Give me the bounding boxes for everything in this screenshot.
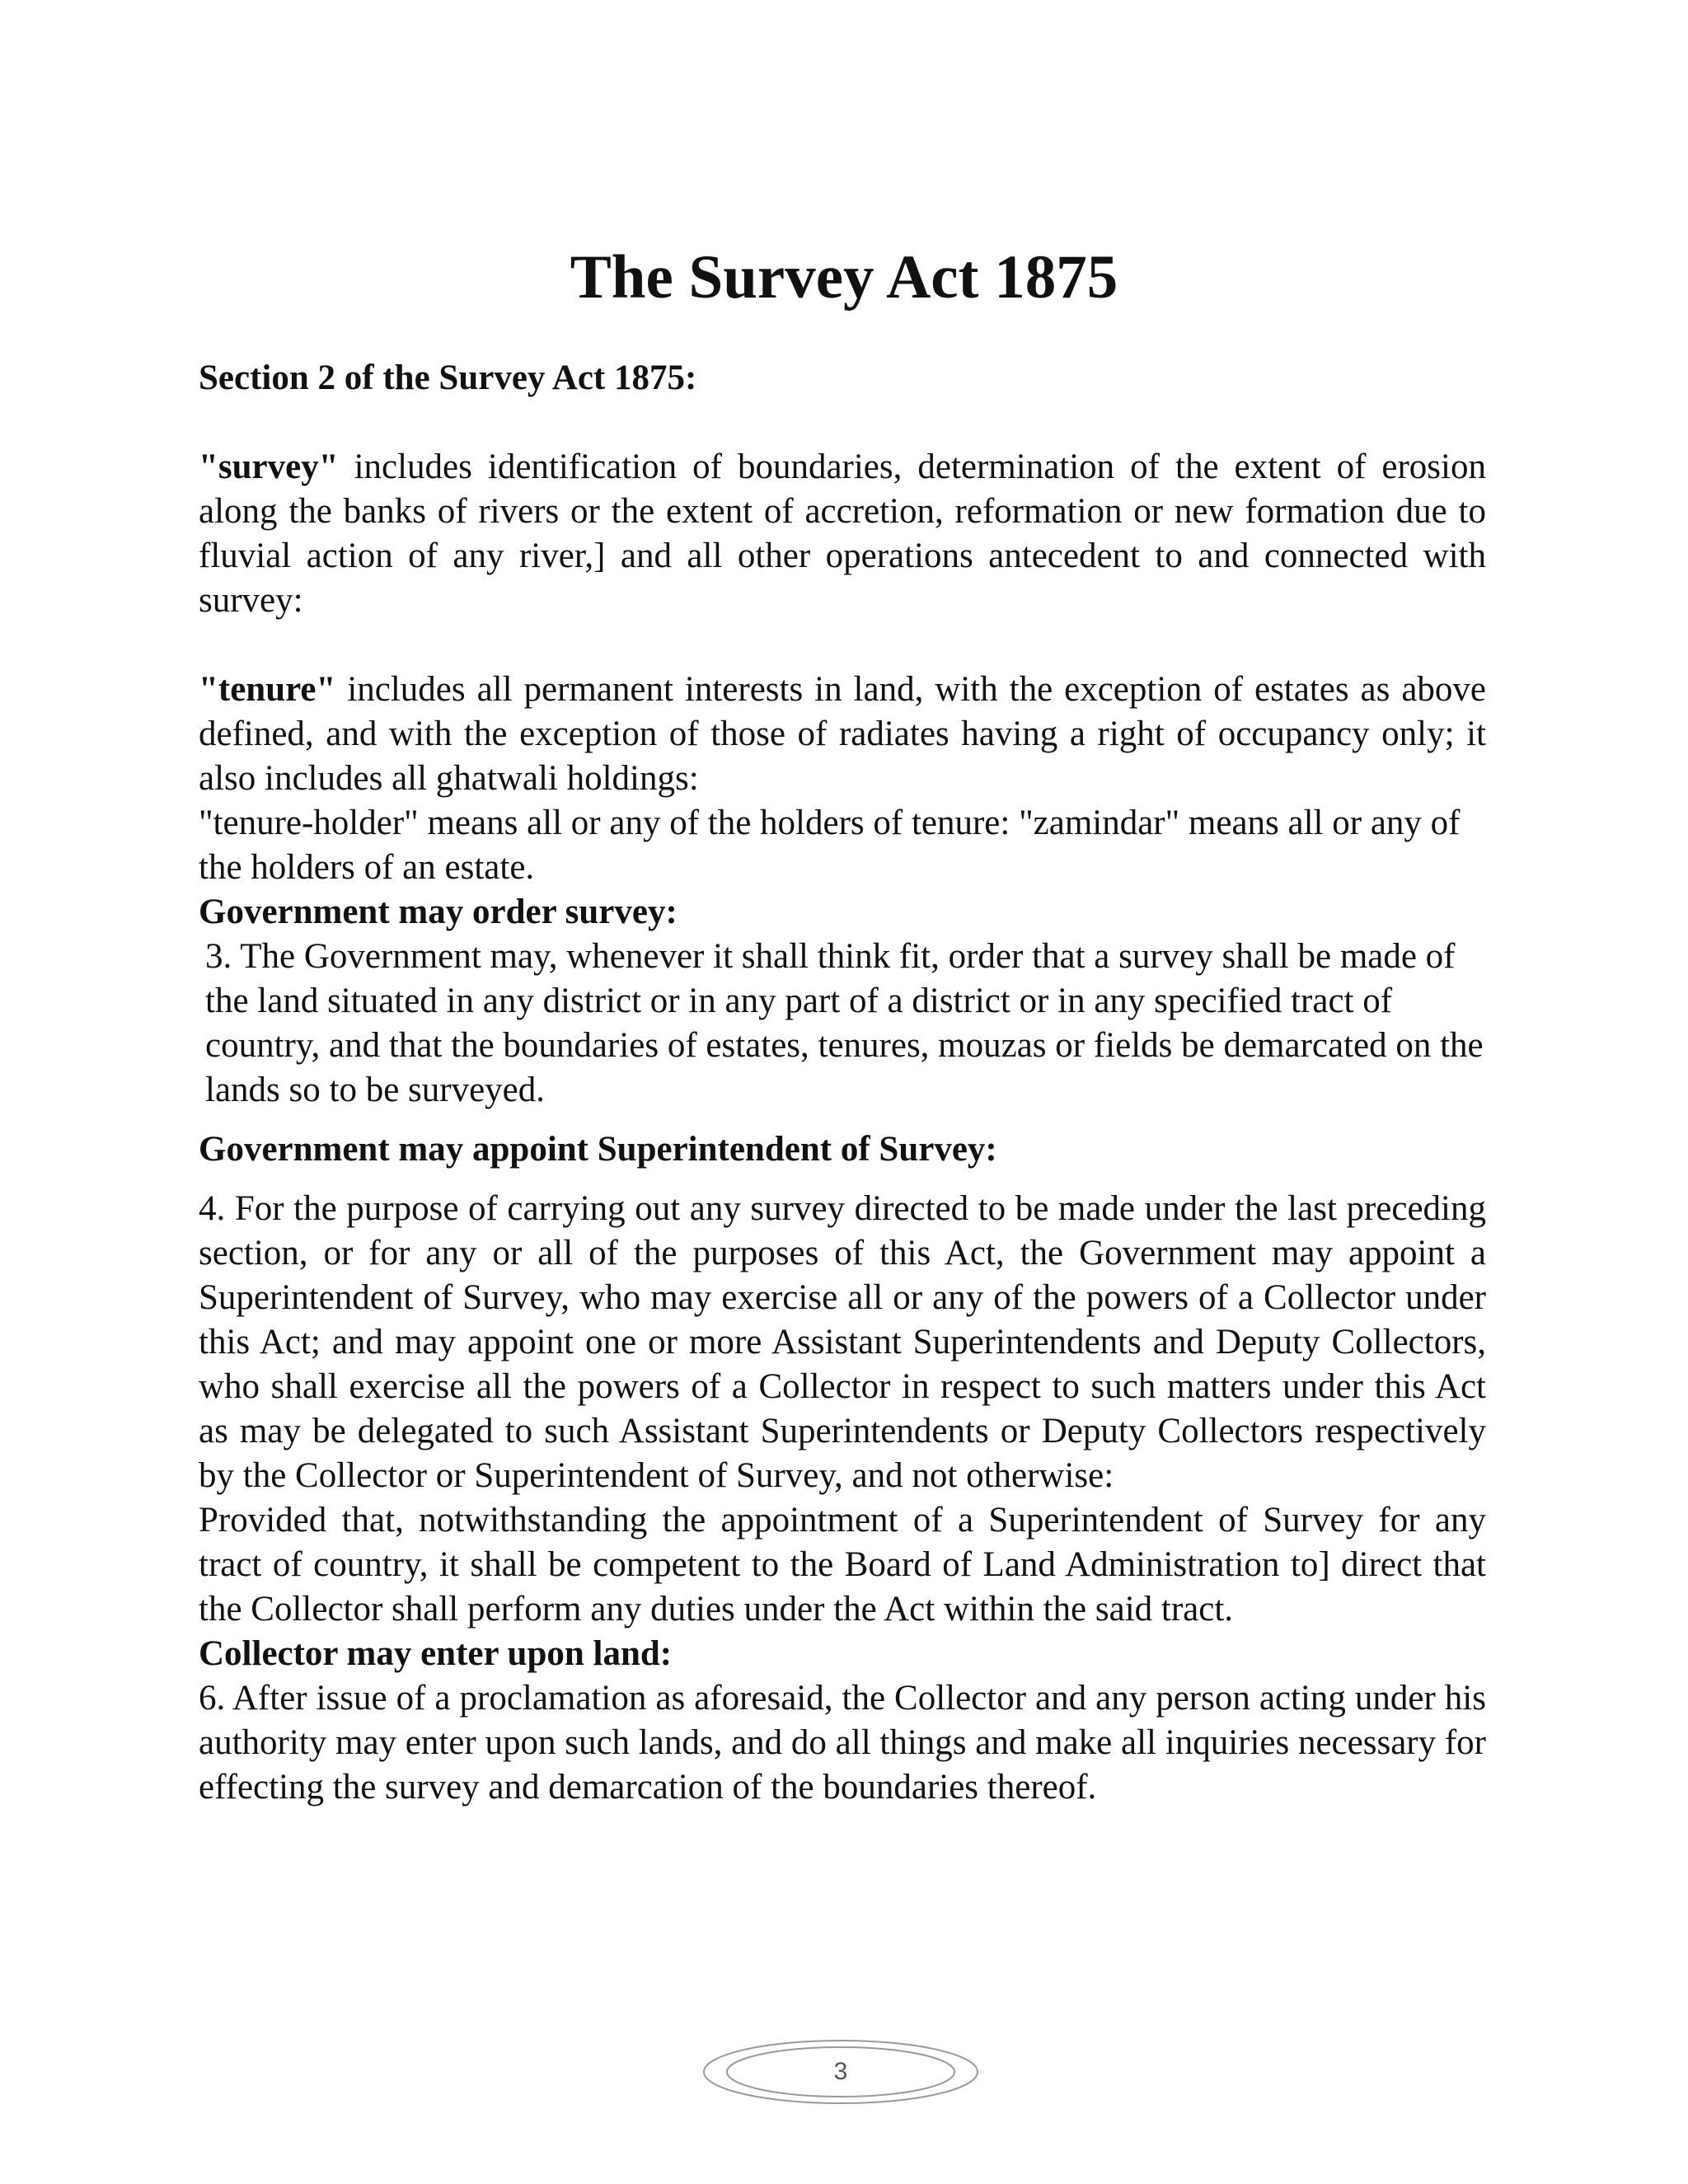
- definition-text-tenure: includes all permanent interests in land, with the exception of estates as above defined, and with the exception of those of radiates having a right of occupancy only; it also includes all ghatwali holdings:: [199, 670, 1486, 798]
- section-3-text: 3. The Government may, whenever it shall think fit, order that a survey shall be made of the land situated in any district or in any part of a district or in any specified tract of country, and that the boundaries of estates, tenures, mouzas or fields be demarcated on the lands so to be surveyed.: [205, 937, 1484, 1109]
- definition-tenure: [199, 668, 1486, 801]
- definition-term-survey: "survey": [199, 448, 339, 486]
- definition-term-tenure: "tenure": [199, 670, 336, 709]
- section-4-proviso: Provided that, notwithstanding the appointment of a Superintendent of Survey for any tract of country, it shall be competent to the Board of Land Administration to] direct that the Collector shall perform any duties under the Act within the said tract.: [199, 1501, 1486, 1629]
- definition-text-survey: includes identification of boundaries, determination of the extent of erosion along the banks of rivers or the extent of accretion, reformation or new formation due to fluvial action of any river,] and all other operations antecedent to and connected with survey:: [199, 448, 1486, 620]
- definition-survey: [199, 445, 1486, 623]
- section-6-text: 6. After issue of a proclamation as aforesaid, the Collector and any person acting under his authority may enter upon such lands, and do all things and make all inquiries necessary for effecting the survey and demarcation of the boundaries thereof.: [199, 1679, 1486, 1807]
- heading-appoint-superintendent: Government may appoint Superintendent of Survey:: [199, 1130, 997, 1169]
- page-number: 3: [833, 2058, 848, 2085]
- definition-tenure-holder: "tenure-holder" means all or any of the holders of tenure: "zamindar" means all or any of the holders of an estate.: [199, 804, 1461, 887]
- section-heading: Section 2 of the Survey Act 1875:: [199, 359, 697, 397]
- heading-collector-enter: Collector may enter upon land:: [199, 1634, 673, 1673]
- document-title: The Survey Act 1875: [570, 243, 1118, 312]
- section-4-text: 4. For the purpose of carrying out any survey directed to be made under the last preceding section, or for any or all of the purposes of this Act, the Government may appoint a Superintendent of Survey, who may exercise all or any of the powers of a Collector under this Act; and may appoint one or more Assistant Superintendents and Deputy Collectors, who shall exercise all the powers of a Collector in respect to such matters under this Act as may be delegated to such Assistant Superintendents or Deputy Collectors respectively by the Collector or Superintendent of Survey, and not otherwise:: [199, 1189, 1486, 1495]
- heading-order-survey: Government may order survey:: [199, 893, 678, 931]
- page-footer: [701, 2037, 981, 2107]
- document-body: [199, 356, 1486, 1810]
